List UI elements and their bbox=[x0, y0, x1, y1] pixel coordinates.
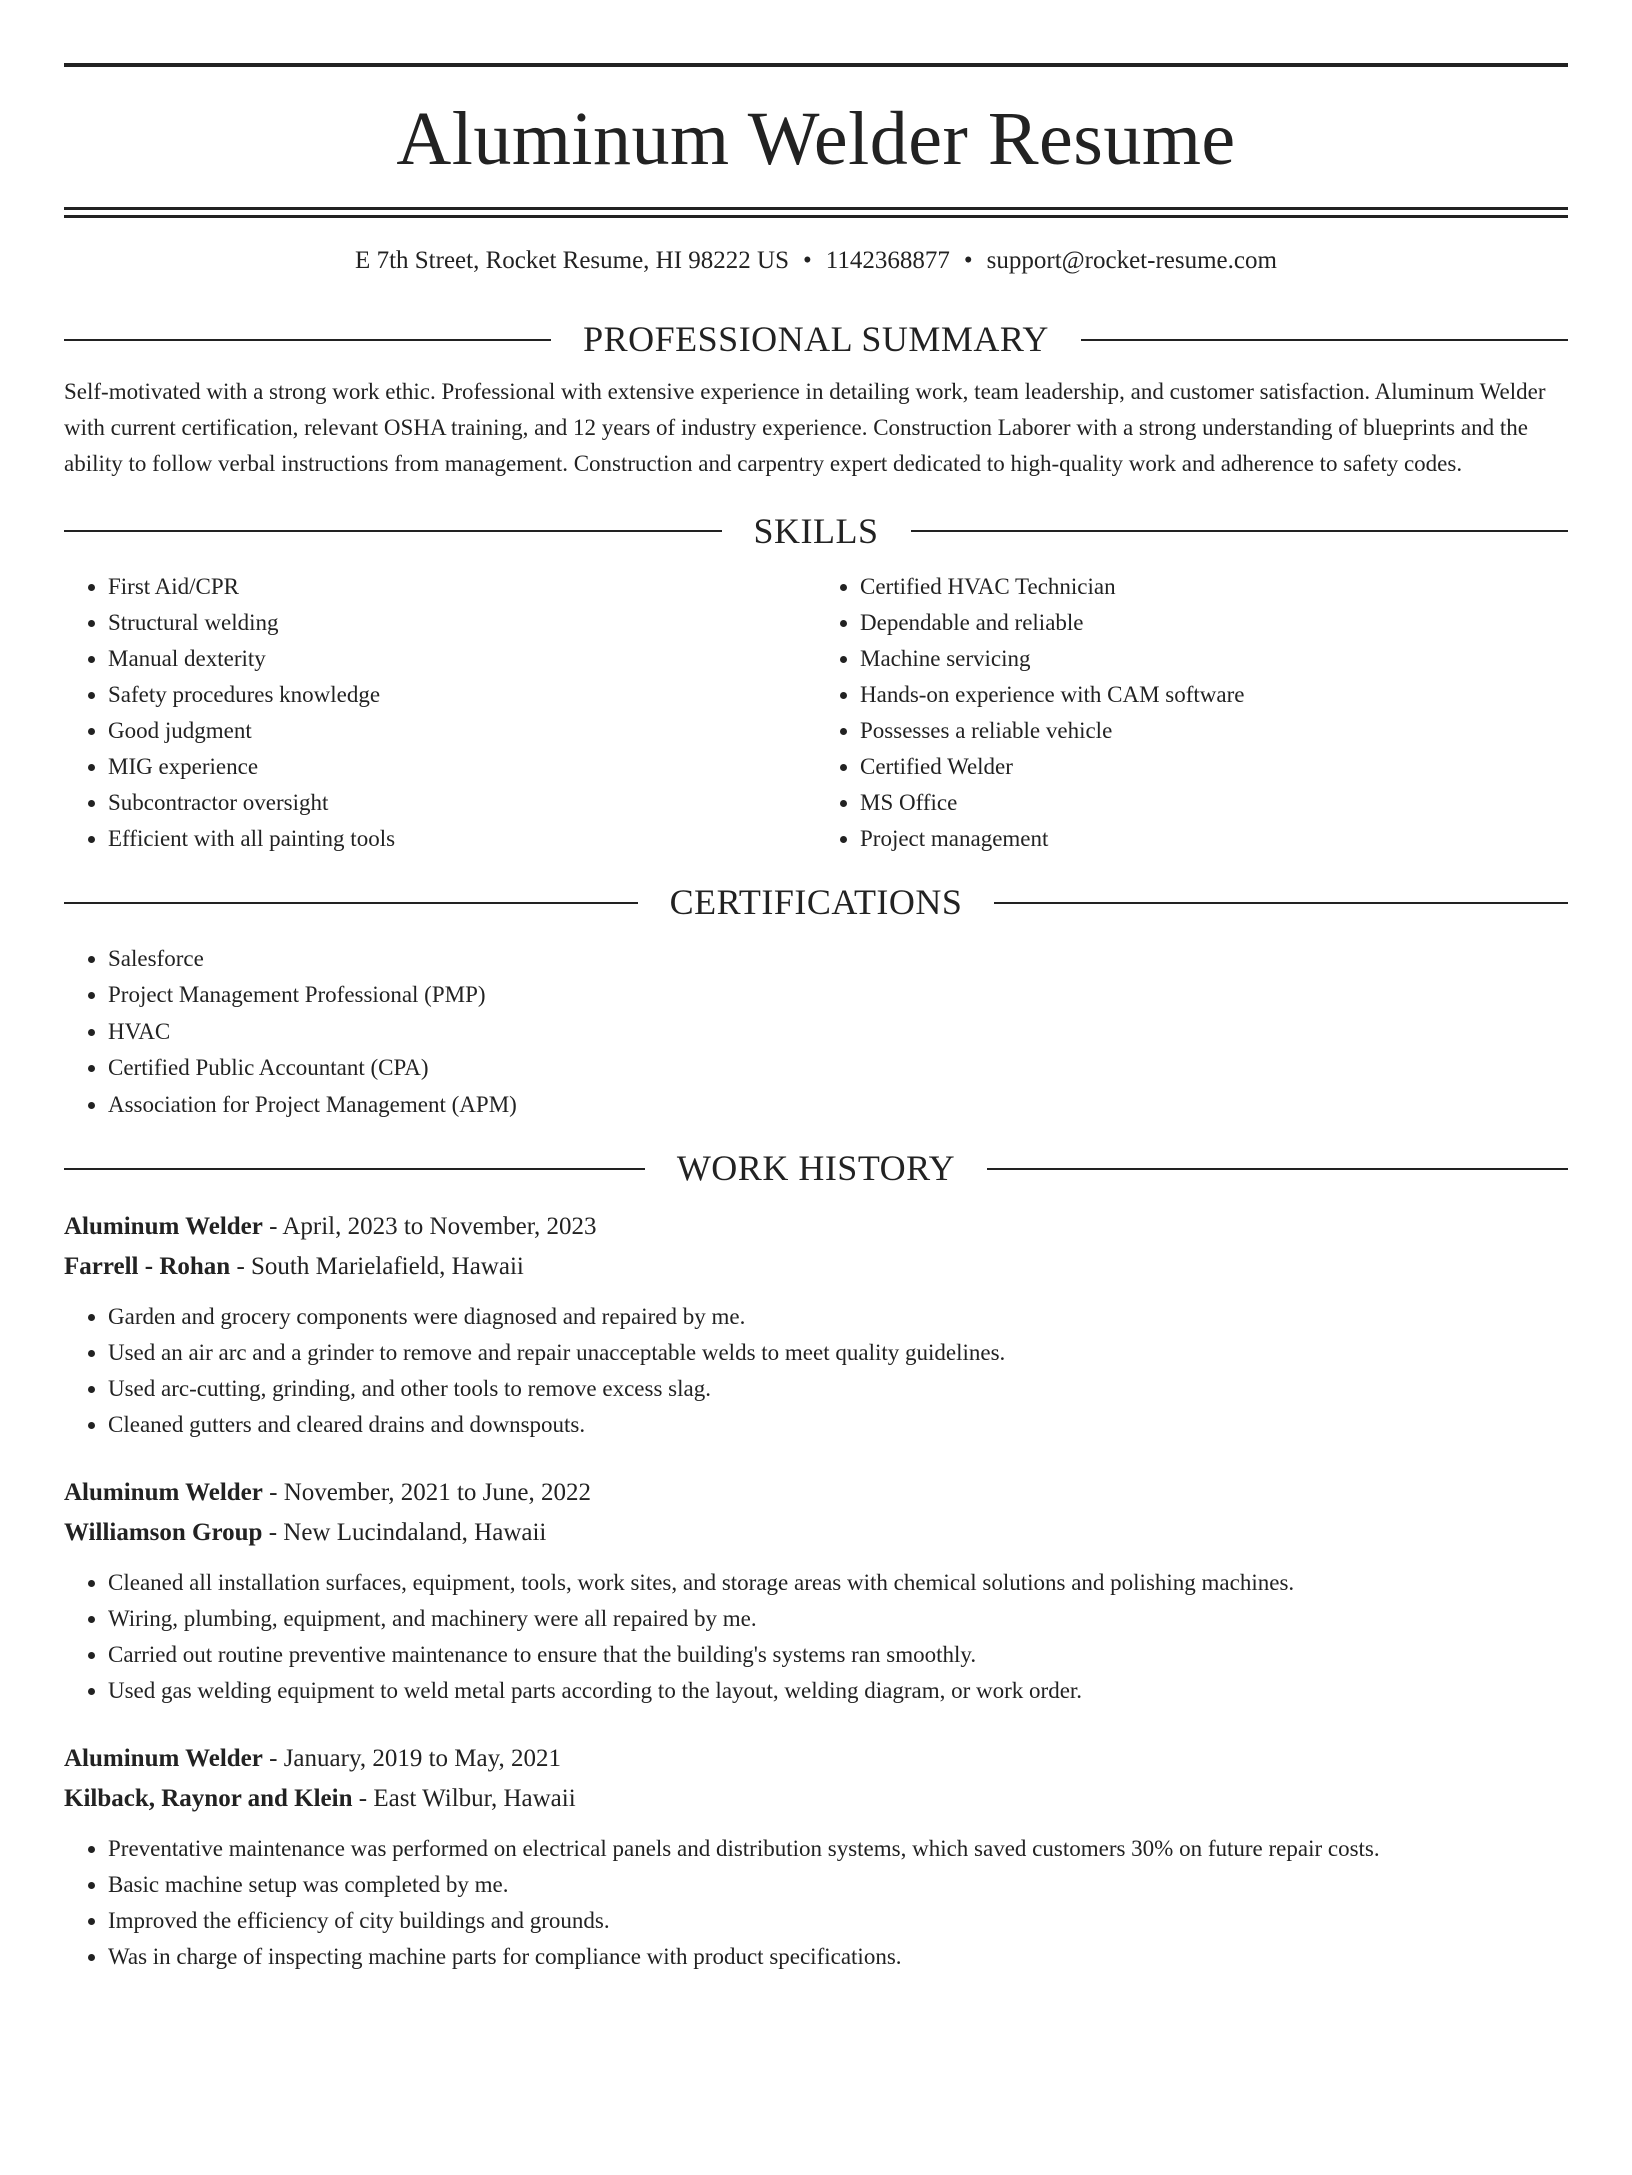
section-title-work-history: WORK HISTORY bbox=[676, 1148, 956, 1189]
certification-item: • Salesforce bbox=[108, 941, 1568, 978]
job-company: Farrell - Rohan bbox=[64, 1252, 231, 1280]
section-header-summary bbox=[64, 320, 1568, 360]
certification-item: • Project Management Professional (PMP) bbox=[108, 977, 1568, 1014]
skill-item: • Project management bbox=[860, 821, 1568, 857]
section-divider-right bbox=[994, 902, 1568, 904]
job-bullet: • Used an air arc and a grinder to remove and repair unacceptable welds to meet quality guidelines. bbox=[108, 1335, 1568, 1371]
job-bullet: • Preventative maintenance was performed on electrical panels and distribution systems, which saved customers 30% on future repair costs. bbox=[108, 1831, 1568, 1867]
job-bullet: • Cleaned all installation surfaces, equipment, tools, work sites, and storage areas with chemical solutions and polishing machines. bbox=[108, 1565, 1568, 1601]
section-title-skills: SKILLS bbox=[753, 510, 879, 551]
skill-item: • Dependable and reliable bbox=[860, 605, 1568, 641]
section-divider-right bbox=[911, 530, 1569, 532]
resume-page bbox=[0, 63, 1632, 2175]
section-title-summary: PROFESSIONAL SUMMARY bbox=[583, 319, 1049, 359]
contact-phone: 1142368877 bbox=[825, 247, 950, 274]
skills-list-right bbox=[816, 569, 1568, 857]
job-bullets bbox=[64, 1565, 1568, 1709]
job-location: - South Marielafield, Hawaii bbox=[230, 1252, 524, 1280]
section-divider-left bbox=[64, 530, 722, 532]
job-bullet: • Garden and grocery components were diagnosed and repaired by me. bbox=[108, 1299, 1568, 1335]
job-title: Aluminum Welder bbox=[64, 1212, 263, 1240]
contact-line bbox=[64, 246, 1568, 276]
job-bullets bbox=[64, 1299, 1568, 1443]
skill-item: • MIG experience bbox=[108, 749, 816, 785]
section-divider-right bbox=[1081, 339, 1568, 341]
job-bullet: • Used gas welding equipment to weld metal parts according to the layout, welding diagram, or work order. bbox=[108, 1673, 1568, 1709]
job-dates: - April, 2023 to November, 2023 bbox=[262, 1212, 597, 1240]
skill-item: • Manual dexterity bbox=[108, 641, 816, 677]
job-bullets bbox=[64, 1831, 1568, 1975]
skill-item: • Efficient with all painting tools bbox=[108, 821, 816, 857]
certification-item: • HVAC bbox=[108, 1014, 1568, 1051]
skill-item: • Certified Welder bbox=[860, 749, 1568, 785]
job-company-line bbox=[64, 1247, 1568, 1287]
skill-item: • Structural welding bbox=[108, 605, 816, 641]
job-bullet: • Used arc-cutting, grinding, and other tools to remove excess slag. bbox=[108, 1371, 1568, 1407]
section-title-certifications: CERTIFICATIONS bbox=[669, 882, 963, 923]
job-dates: - January, 2019 to May, 2021 bbox=[262, 1744, 561, 1772]
job-entry bbox=[64, 1207, 1568, 1443]
skills-grid bbox=[64, 569, 1568, 857]
certification-item: • Association for Project Management (APM) bbox=[108, 1087, 1568, 1124]
job-bullet: • Basic machine setup was completed by me. bbox=[108, 1867, 1568, 1903]
job-title: Aluminum Welder bbox=[64, 1744, 263, 1772]
job-company-line bbox=[64, 1513, 1568, 1553]
section-divider-right bbox=[987, 1168, 1568, 1170]
skill-item: • Possesses a reliable vehicle bbox=[860, 713, 1568, 749]
section-header-skills bbox=[64, 512, 1568, 552]
certification-item: • Certified Public Accountant (CPA) bbox=[108, 1050, 1568, 1087]
certifications-list bbox=[64, 941, 1568, 1124]
job-bullet: • Improved the efficiency of city buildings and grounds. bbox=[108, 1903, 1568, 1939]
job-title-line bbox=[64, 1473, 1568, 1513]
skill-item: • Safety procedures knowledge bbox=[108, 677, 816, 713]
skill-item: • Hands-on experience with CAM software bbox=[860, 677, 1568, 713]
contact-separator: • bbox=[963, 247, 973, 274]
work-history-list bbox=[64, 1207, 1568, 1975]
job-entry bbox=[64, 1473, 1568, 1709]
section-header-certifications bbox=[64, 883, 1568, 923]
section-divider-left bbox=[64, 1168, 645, 1170]
job-location: - East Wilbur, Hawaii bbox=[352, 1784, 576, 1812]
section-divider-left bbox=[64, 339, 551, 341]
job-entry bbox=[64, 1739, 1568, 1975]
job-company-line bbox=[64, 1779, 1568, 1819]
section-divider-left bbox=[64, 902, 638, 904]
job-title: Aluminum Welder bbox=[64, 1478, 263, 1506]
job-bullet: • Carried out routine preventive maintenance to ensure that the building's systems ran smoothly. bbox=[108, 1637, 1568, 1673]
job-bullet: • Cleaned gutters and cleared drains and downspouts. bbox=[108, 1407, 1568, 1443]
job-title-line bbox=[64, 1739, 1568, 1779]
skill-item: • First Aid/CPR bbox=[108, 569, 816, 605]
job-company: Kilback, Raynor and Klein bbox=[64, 1784, 353, 1812]
top-divider bbox=[64, 63, 1568, 67]
title-double-divider bbox=[64, 207, 1568, 218]
skill-item: • Subcontractor oversight bbox=[108, 785, 816, 821]
skill-item: • Certified HVAC Technician bbox=[860, 569, 1568, 605]
skill-item: • Machine servicing bbox=[860, 641, 1568, 677]
job-title-line bbox=[64, 1207, 1568, 1247]
contact-separator: • bbox=[803, 247, 812, 274]
skill-item: • Good judgment bbox=[108, 713, 816, 749]
resume-title: Aluminum Welder Resume bbox=[396, 97, 1236, 181]
skills-list-left bbox=[64, 569, 816, 857]
job-bullet: • Was in charge of inspecting machine parts for compliance with product specifications. bbox=[108, 1939, 1568, 1975]
section-header-work-history bbox=[64, 1149, 1568, 1189]
job-company: Williamson Group bbox=[64, 1518, 263, 1546]
contact-email: support@rocket-resume.com bbox=[986, 247, 1277, 274]
skill-item: • MS Office bbox=[860, 785, 1568, 821]
job-dates: - November, 2021 to June, 2022 bbox=[262, 1478, 591, 1506]
job-bullet: • Wiring, plumbing, equipment, and machinery were all repaired by me. bbox=[108, 1601, 1568, 1637]
summary-paragraph: Self-motivated with a strong work ethic. Professional with extensive experience in detailing work, team leadership, and customer satisfaction. Aluminum Welder with current certification, relevant OSHA training, and 12 years of industry experience. Construction Laborer with a strong understanding of blueprints and the ability to follow verbal instructions from management. Construction and carpentry expert dedicated to high-quality work and adherence to safety codes. bbox=[64, 378, 1546, 476]
contact-address: E 7th Street, Rocket Resume, HI 98222 US bbox=[355, 247, 790, 274]
job-location: - New Lucindaland, Hawaii bbox=[262, 1518, 547, 1546]
